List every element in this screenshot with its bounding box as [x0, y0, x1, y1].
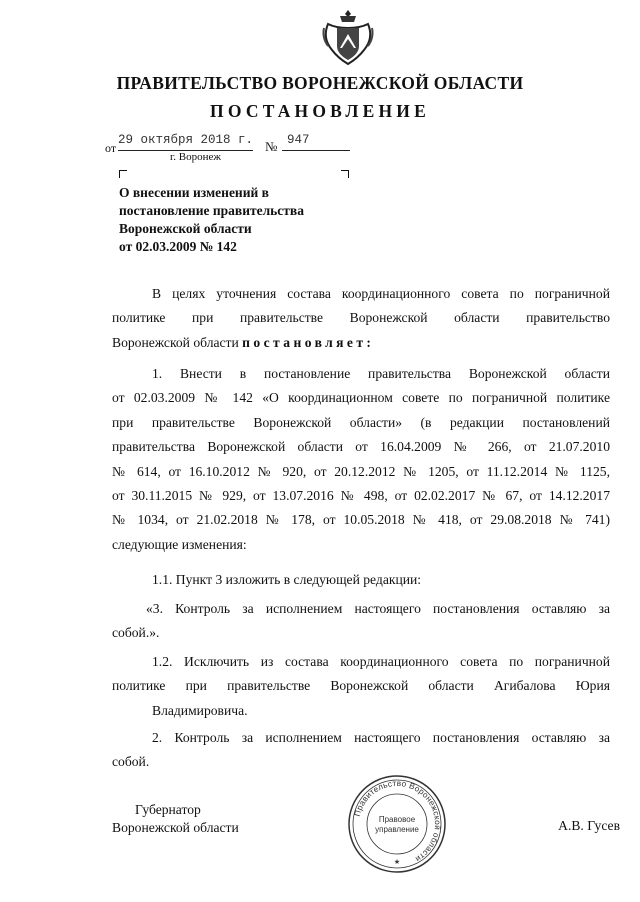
text-line: собой.». — [112, 625, 160, 641]
clause-1-1 — [112, 568, 610, 592]
text-line: от 02.03.2009 № 142 «О координационном совете по пограничной политике — [112, 390, 610, 406]
text-line: политике при правительстве Воронежской области правительство — [112, 310, 610, 326]
text-line: собой. — [112, 754, 150, 770]
number-underline — [282, 150, 350, 151]
subject-line: О внесении изменений в — [119, 185, 269, 200]
clause-2 — [112, 726, 610, 775]
decree-keyword: постановляет: — [242, 334, 375, 350]
text-line: № 614, от 16.10.2012 № 920, от 20.12.2012 № 1205, от 11.12.2014 № 1125, — [112, 463, 610, 479]
text-line: следующие изменения: — [112, 536, 247, 552]
text-span: Воронежской области — [112, 334, 243, 350]
signatory-name: А.В. Гусев — [558, 818, 620, 833]
stamp-center-line: Правовое — [378, 815, 416, 824]
text-line: № 1034, от 21.02.2018 № 178, от 10.05.2018 № 418, от 29.08.2018 № 741) — [112, 512, 610, 528]
signatory-title-line: Губернатор — [135, 802, 201, 817]
text-line: при правительстве Воронежской области» (в редакции постановлений — [112, 414, 610, 430]
stamp-star-icon: ★ — [393, 858, 401, 866]
clause-1-1-quote — [112, 597, 610, 646]
text-line: 1.1. Пункт 3 изложить в следующей редакции: — [152, 572, 422, 587]
government-name: ПРАВИТЕЛЬСТВО ВОРОНЕЖСКОЙ ОБЛАСТИ — [116, 73, 524, 93]
text-line: от 30.11.2015 № 929, от 13.07.2016 № 498, от 02.02.2017 № 67, от 14.12.2017 — [112, 488, 610, 504]
intro-paragraph — [112, 282, 610, 355]
document-subject — [119, 184, 359, 256]
text-line: 2. Контроль за исполнением настоящего постановления оставляю за — [152, 730, 610, 745]
corner-bracket-right — [341, 170, 349, 178]
text-line: В целях уточнения состава координационного совета по пограничной — [152, 286, 610, 301]
from-label: от — [105, 141, 117, 155]
text-line: политике при правительстве Воронежской области Агибалова Юрия — [112, 678, 610, 694]
clause-1 — [112, 362, 610, 557]
document-type-title: ПОСТАНОВЛЕНИЕ — [210, 101, 430, 121]
clause-1-2 — [112, 650, 610, 723]
corner-bracket-left — [119, 170, 127, 178]
document-date: 29 октября 2018 г. — [118, 133, 254, 147]
text-line: 1.2. Исключить из состава координационного совета по пограничной — [152, 654, 610, 669]
text-line: Владимировича. — [152, 702, 248, 718]
signatory-title-line: Воронежской области — [112, 820, 239, 835]
subject-line: Воронежской области — [119, 221, 252, 236]
signatory-title — [112, 801, 272, 837]
text-line: «3. Контроль за исполнением настоящего постановления оставляю за — [146, 601, 610, 616]
voronezh-coat-of-arms-icon — [320, 8, 376, 70]
text-line: 1. Внести в постановление правительства Воронежской области — [152, 366, 610, 381]
text-line: правительства Воронежской области от 16.04.2009 № 266, от 21.07.2010 — [112, 439, 610, 455]
subject-line: от 02.03.2009 № 142 — [119, 239, 237, 254]
text-line — [112, 331, 610, 355]
stamp-ring-text: Правительство Воронежской области — [352, 778, 443, 864]
number-label: № — [265, 139, 278, 154]
stamp-center-line: управление — [375, 825, 419, 834]
subject-line: постановление правительства — [119, 203, 304, 218]
document-number: 947 — [287, 133, 310, 147]
city-label: г. Воронеж — [170, 151, 221, 163]
official-stamp — [347, 774, 447, 874]
requisites-line — [100, 133, 360, 163]
